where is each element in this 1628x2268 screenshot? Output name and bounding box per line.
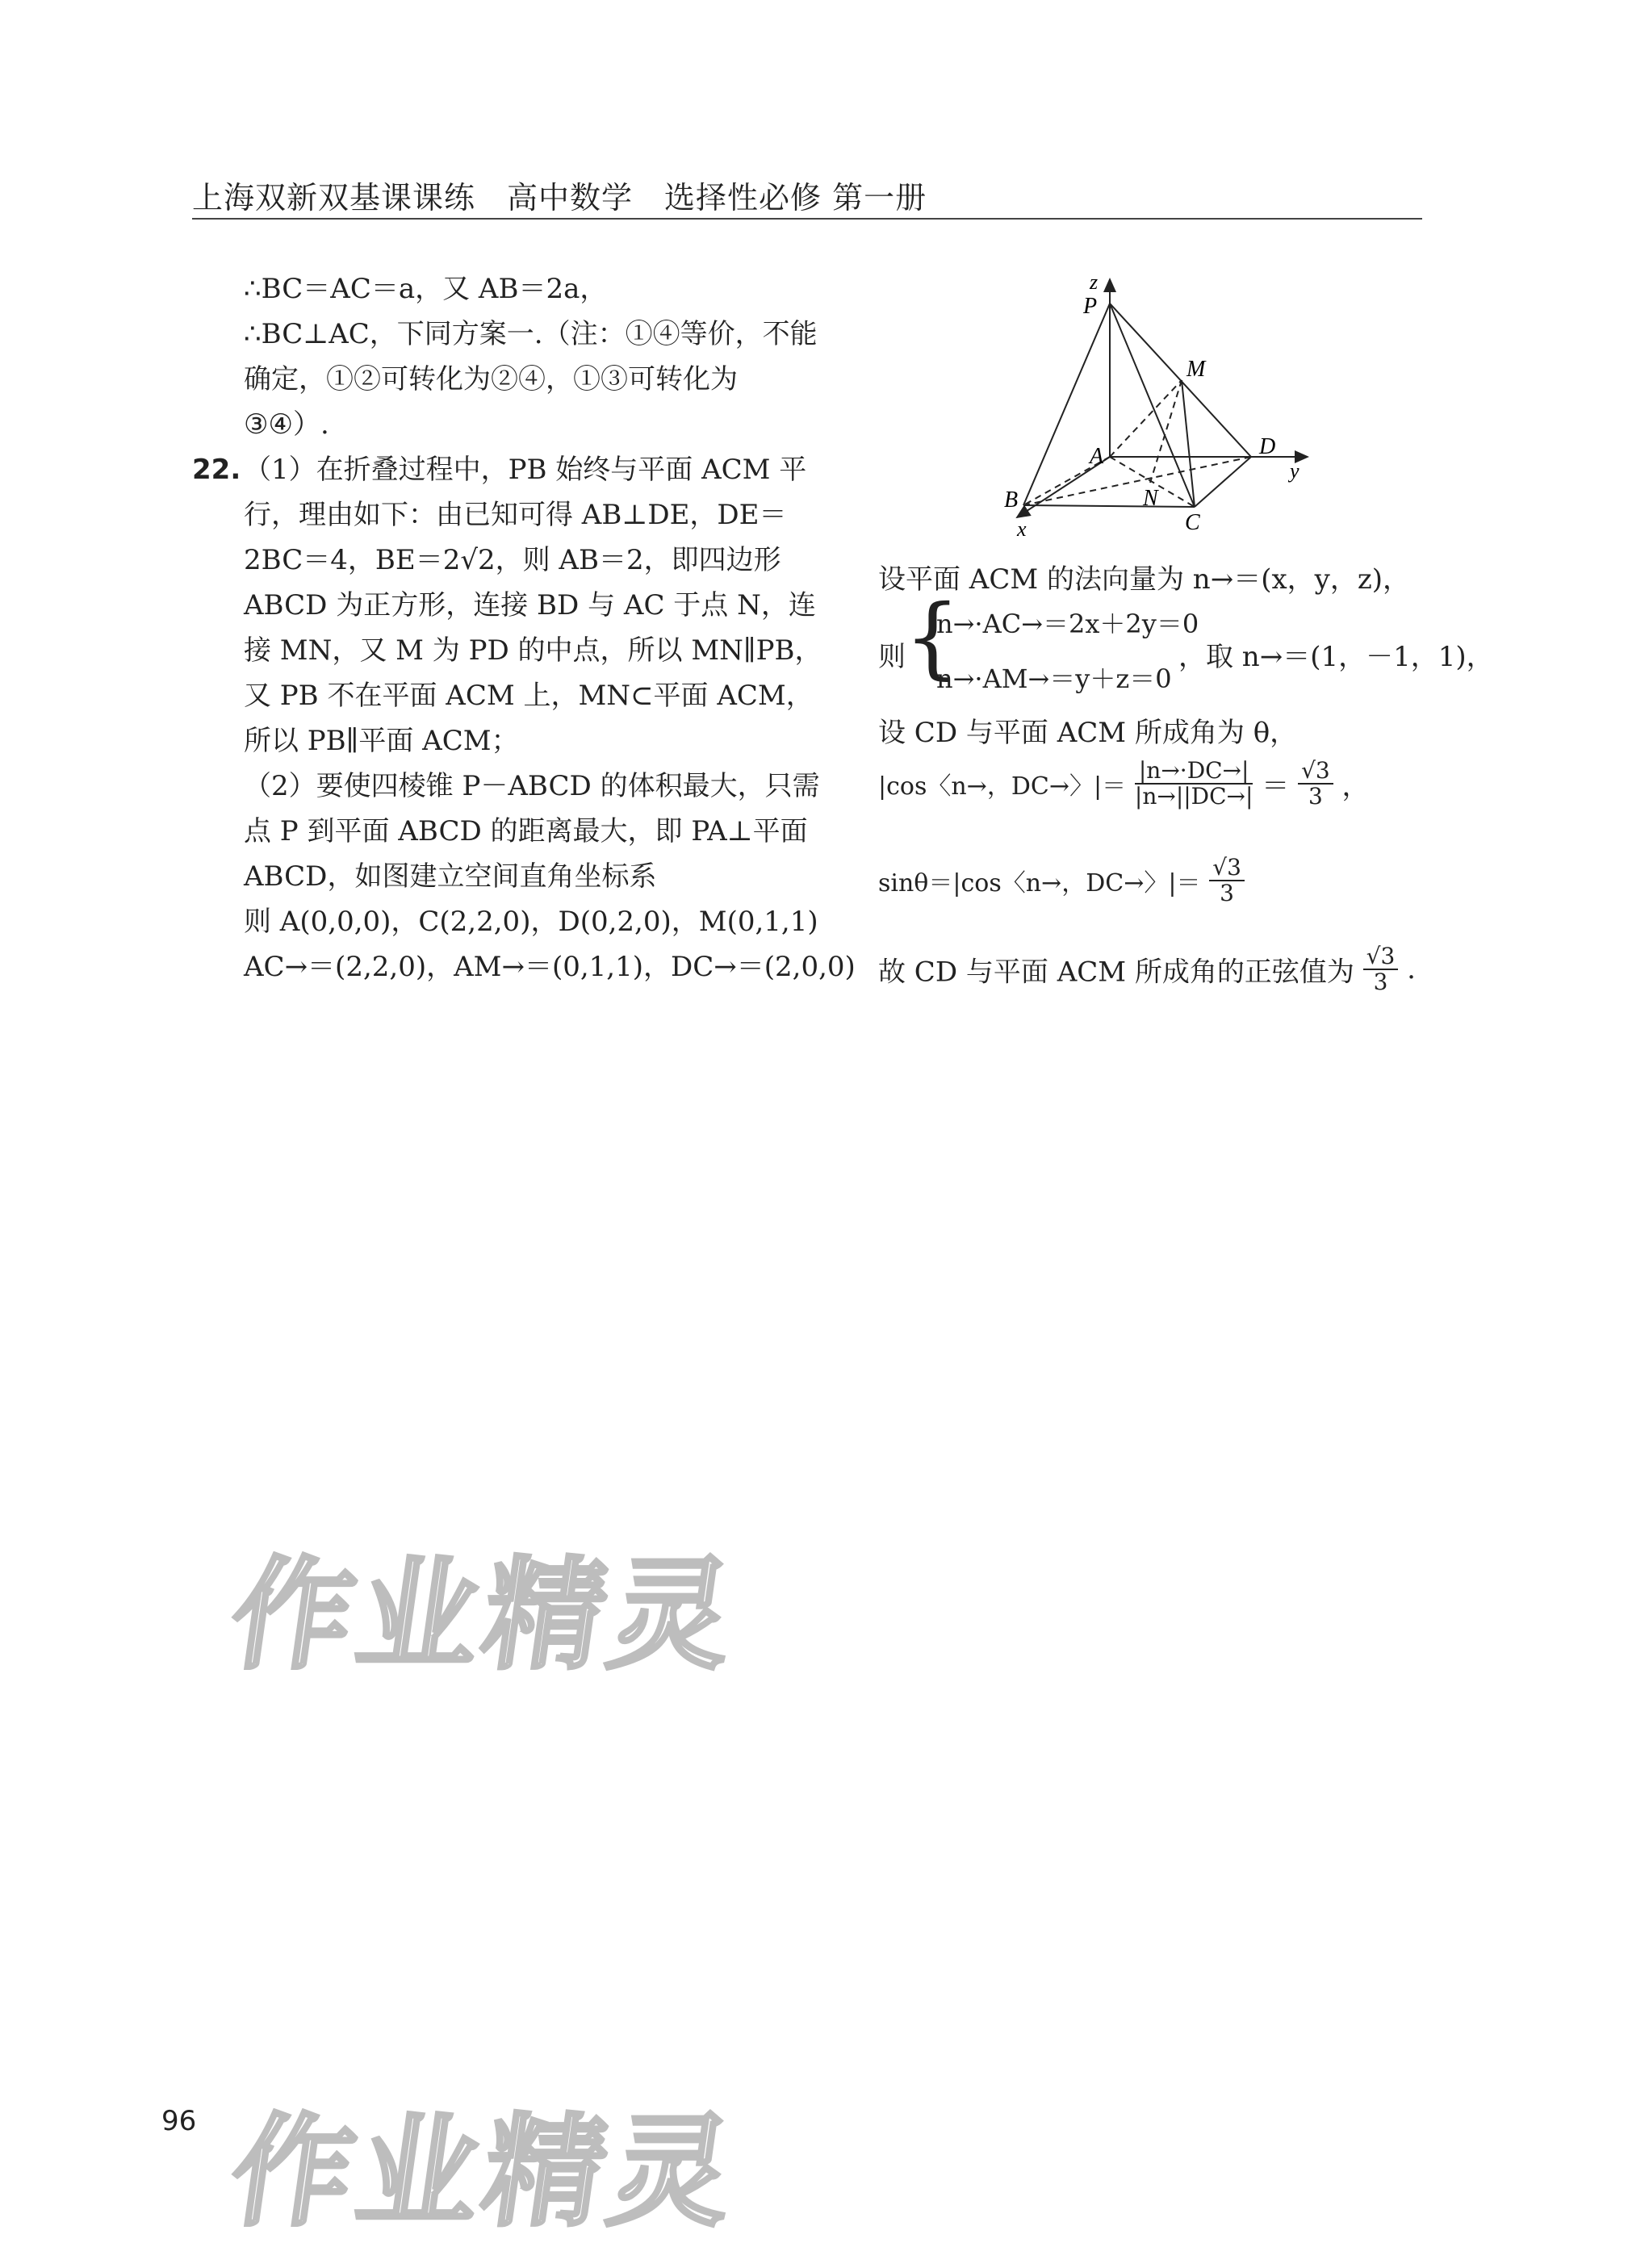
text-line: 2BC＝4，BE＝2√2，则 AB＝2，即四边形	[244, 544, 781, 576]
question-number: 22.	[192, 454, 241, 486]
text-line: （1）在折叠过程中，PB 始终与平面 ACM 平	[244, 454, 807, 486]
text-line: ABCD 为正方形，连接 BD 与 AC 于点 N，连	[244, 589, 816, 621]
conclusion-fraction	[1363, 944, 1399, 994]
page-number: 96	[161, 2105, 197, 2137]
conclusion-line	[878, 944, 1416, 994]
label-N: N	[1143, 486, 1158, 511]
label-D: D	[1259, 434, 1276, 459]
pyramid-figure	[985, 271, 1324, 538]
system-eq1: n→·AC→＝2x＋2y＝0	[936, 609, 1199, 639]
watermark: 作业精灵	[222, 1546, 747, 1686]
text-line: 所以 PB∥平面 ACM；	[244, 725, 519, 757]
header-rule	[192, 218, 1422, 220]
page-header: 上海双新双基课课练 高中数学 选择性必修 第一册	[192, 180, 927, 216]
conclusion-den: 3	[1373, 969, 1388, 995]
system-eq2: n→·AM→＝y＋z＝0	[936, 663, 1172, 694]
cos-lhs: |cos〈n→，DC→〉|＝	[878, 772, 1127, 801]
cos-result	[1298, 759, 1333, 809]
conclusion-tail: .	[1407, 953, 1416, 985]
sin-equation	[878, 856, 1245, 906]
cos-result-den: 3	[1308, 783, 1323, 810]
label-z: z	[1090, 271, 1099, 294]
sin-lhs: sinθ＝|cos〈n→，DC→〉|＝	[878, 869, 1201, 898]
edge-MC	[1182, 380, 1195, 507]
label-y: y	[1290, 459, 1299, 483]
text-line: ③④）.	[244, 408, 329, 441]
text-line: 行，理由如下：由已知可得 AB⊥DE，DE＝	[244, 499, 787, 531]
text-line: AC→＝(2,2,0)，AM→＝(0,1,1)，DC→＝(2,0,0)	[244, 951, 856, 983]
sin-fraction	[1209, 856, 1245, 906]
left-column	[192, 266, 856, 990]
angle-line: 设 CD 与平面 ACM 所成角为 θ，	[878, 717, 1298, 749]
edge-PD	[1110, 303, 1251, 457]
sin-numerator: √3	[1209, 856, 1245, 881]
cos-tail: ，	[1341, 770, 1370, 803]
edge-PC	[1110, 303, 1195, 507]
sin-denominator: 3	[1220, 880, 1234, 906]
text-line: ABCD，如图建立空间直角坐标系	[244, 860, 657, 893]
text-line: ∴BC＝AC＝a，又 AB＝2a，	[244, 273, 608, 305]
cos-numerator: |n→·DC→|	[1135, 759, 1253, 785]
conclusion-text: 故 CD 与平面 ACM 所成角的正弦值为	[878, 956, 1354, 989]
text-line: 点 P 到平面 ABCD 的距离最大，即 PA⊥平面	[244, 815, 808, 847]
text-line: 接 MN，又 M 为 PD 的中点，所以 MN∥PB，	[244, 634, 822, 667]
label-B: B	[1004, 487, 1019, 513]
label-P: P	[1083, 294, 1098, 319]
cos-fraction	[1135, 759, 1253, 809]
text-line: 则 A(0,0,0)，C(2,2,0)，D(0,2,0)，M(0,1,1)	[244, 906, 818, 938]
text-line: ∴BC⊥AC，下同方案一.（注：①④等价，不能	[244, 318, 818, 350]
label-C: C	[1185, 510, 1200, 535]
edge-PB	[1023, 303, 1110, 505]
edge-MN	[1150, 380, 1182, 483]
cos-denominator: |n→||DC→|	[1134, 783, 1253, 810]
edge-BC	[1023, 505, 1195, 507]
cos-result-num: √3	[1298, 759, 1333, 785]
question-22-line	[192, 447, 807, 492]
system-prefix: 则	[878, 641, 906, 673]
cos-equation	[878, 759, 1370, 809]
system-suffix: ，取 n→＝(1，－1，1)，	[1178, 641, 1494, 673]
label-x: x	[1017, 517, 1027, 538]
text-line: 确定，①②可转化为②④，①③可转化为	[244, 363, 738, 395]
normal-vector-line: 设平面 ACM 的法向量为 n→＝(x，y，z)，	[878, 563, 1411, 596]
edge-BD	[1023, 457, 1251, 505]
system-brace: {	[904, 585, 960, 688]
conclusion-num: √3	[1363, 944, 1399, 970]
edge-CD	[1195, 457, 1251, 507]
cos-equals: ＝	[1262, 770, 1290, 803]
text-line: （2）要使四棱锥 P－ABCD 的体积最大，只需	[244, 770, 820, 802]
text-line: 又 PB 不在平面 ACM 上，MN⊂平面 ACM，	[244, 680, 814, 712]
label-A: A	[1090, 444, 1104, 469]
watermark: 作业精灵	[222, 2103, 747, 2243]
label-M: M	[1186, 357, 1206, 382]
